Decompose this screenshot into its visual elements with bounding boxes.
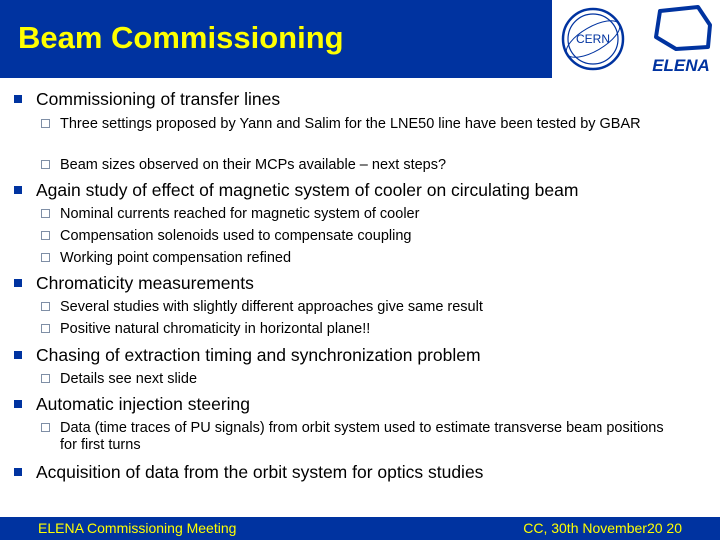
sub-bullet-3-2 <box>60 321 675 338</box>
bullet-6-text: Acquisition of data from the orbit system for optics studies <box>36 462 484 482</box>
square-bullet-icon <box>14 351 22 359</box>
sub-bullet-3-1-text: Several studies with slightly different approaches give same result <box>60 299 483 315</box>
bullet-2-text: Again study of effect of magnetic system of cooler on circulating beam <box>36 180 579 200</box>
footer-date: CC, 30th November20 20 <box>523 520 682 536</box>
slide-title: Beam Commissioning <box>18 20 344 55</box>
sub-bullet-1-2 <box>60 157 675 174</box>
slide-footer <box>0 517 720 540</box>
sub-bullet-2-3-text: Working point compensation refined <box>60 250 292 266</box>
bullet-1 <box>36 89 280 110</box>
sub-bullet-3-2-text: Positive natural chromaticity in horizontal plane!! <box>60 321 371 337</box>
hollow-square-bullet-icon <box>41 374 50 383</box>
sub-bullet-1-1 <box>60 116 675 133</box>
sub-bullet-1-1-text: Three settings proposed by Yann and Salim for the LNE50 line have been tested by GBAR <box>60 116 641 132</box>
hollow-square-bullet-icon <box>41 302 50 311</box>
square-bullet-icon <box>14 95 22 103</box>
cern-logo-text: CERN <box>575 32 611 46</box>
sub-bullet-4-1 <box>60 371 675 388</box>
bullet-5-text: Automatic injection steering <box>36 394 250 414</box>
sub-bullet-2-1 <box>60 206 675 223</box>
sub-bullet-4-1-text: Details see next slide <box>60 371 198 387</box>
bullet-5 <box>36 394 250 415</box>
hollow-square-bullet-icon <box>41 119 50 128</box>
hollow-square-bullet-icon <box>41 209 50 218</box>
sub-bullet-2-2 <box>60 228 675 245</box>
hollow-square-bullet-icon <box>41 253 50 262</box>
sub-bullet-5-1-text: Data (time traces of PU signals) from orbit system used to estimate transverse beam positions for first turns <box>60 420 664 453</box>
sub-bullet-2-2-text: Compensation solenoids used to compensate coupling <box>60 228 412 244</box>
sub-bullet-3-1 <box>60 299 675 316</box>
bullet-1-text: Commissioning of transfer lines <box>36 89 281 109</box>
bullet-3-text: Chromaticity measurements <box>36 273 254 293</box>
square-bullet-icon <box>14 468 22 476</box>
bullet-2 <box>36 180 578 201</box>
sub-bullet-2-1-text: Nominal currents reached for magnetic system of cooler <box>60 206 420 222</box>
hollow-square-bullet-icon <box>41 231 50 240</box>
elena-logo-text: ELENA <box>652 56 710 75</box>
sub-bullet-5-1 <box>60 420 675 454</box>
bullet-4 <box>36 345 481 366</box>
bullet-3 <box>36 273 254 294</box>
bullet-6 <box>36 462 483 483</box>
sub-bullet-2-3 <box>60 250 675 267</box>
square-bullet-icon <box>14 279 22 287</box>
bullet-4-text: Chasing of extraction timing and synchronization problem <box>36 345 481 365</box>
hollow-square-bullet-icon <box>41 423 50 432</box>
square-bullet-icon <box>14 186 22 194</box>
hollow-square-bullet-icon <box>41 160 50 169</box>
square-bullet-icon <box>14 400 22 408</box>
sub-bullet-1-2-text: Beam sizes observed on their MCPs available – next steps? <box>60 157 447 173</box>
hollow-square-bullet-icon <box>41 324 50 333</box>
footer-meeting-name: ELENA Commissioning Meeting <box>38 520 237 536</box>
